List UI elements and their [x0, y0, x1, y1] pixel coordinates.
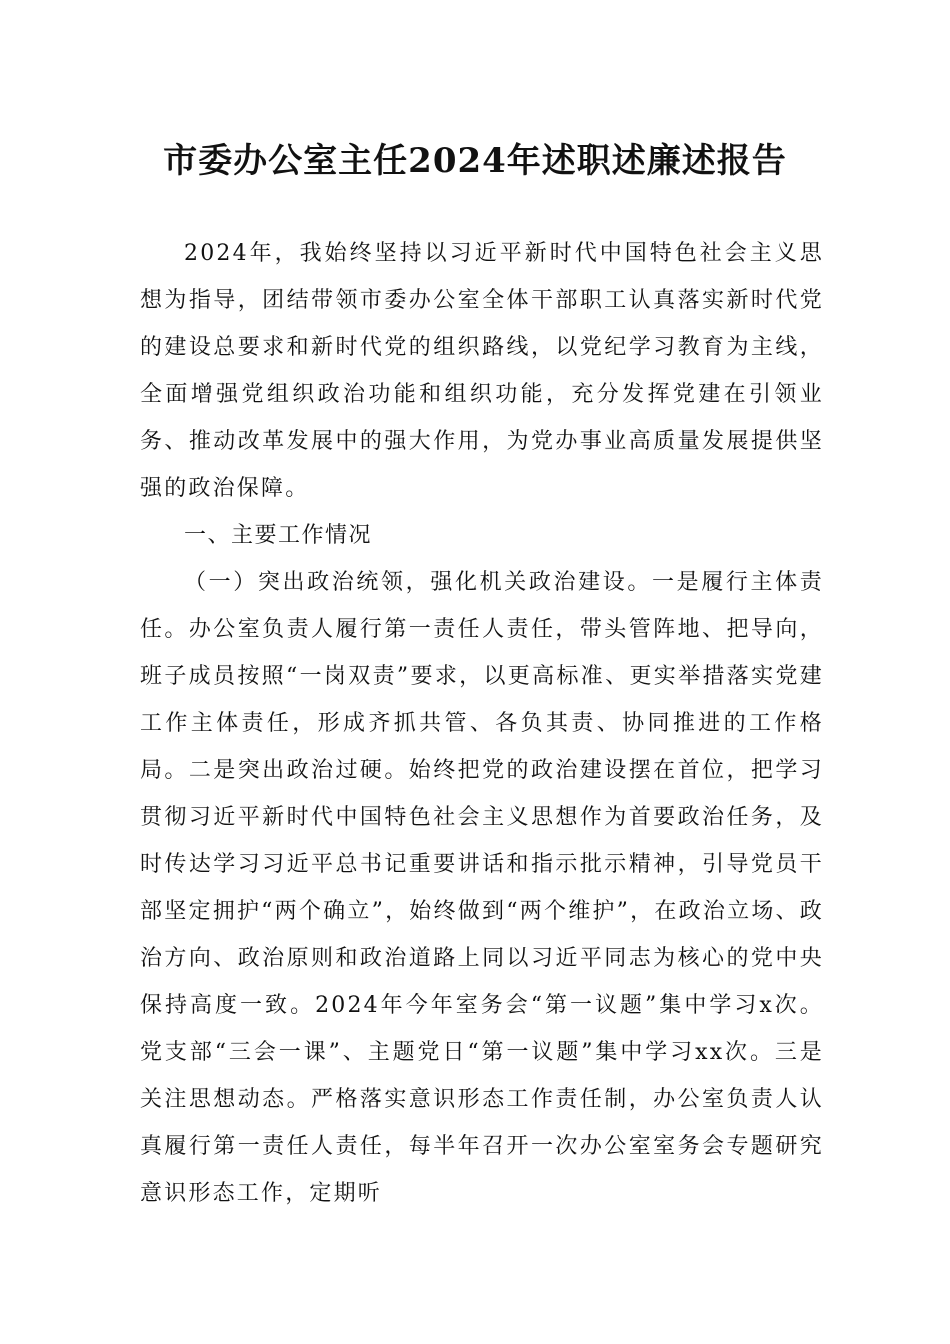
intro-paragraph: 2024年，我始终坚持以习近平新时代中国特色社会主义思想为指导，团结带领市委办公室全体干部职工认真落实新时代党的建设总要求和新时代党的组织路线，以党纪学习教育为主线，全面增强党组织政治功能和组织功能，充分发挥党建在引领业务、推动改革发展中的强大作用，为党办事业高质量发展提供坚强的政治保障。	[140, 241, 824, 501]
document-body	[140, 230, 824, 1217]
subsection-paragraph	[140, 559, 824, 1217]
subsection-lead: （一）突出政治统领，强化机关政治建设。	[184, 570, 652, 595]
subsection-body: 一是履行主体责任。办公室负责人履行第一责任人责任，带头管阵地、把导向，班子成员按照“一岗双责”要求，以更高标准、更实举措落实党建工作主体责任，形成齐抓共管、各负其责、协同推进的工作格局。二是突出政治过硬。始终把党的政治建设摆在首位，把学习贯彻习近平新时代中国特色社会主义思想作为首要政治任务，及时传达学习习近平总书记重要讲话和指示批示精神，引导党员干部坚定拥护“两个确立”，始终做到“两个维护”，在政治立场、政治方向、政治原则和政治道路上同以习近平同志为核心的党中央保持高度一致。2024年今年室务会“第一议题”集中学习x次。党支部“三会一课”、主题党日“第一议题”集中学习xx次。三是关注思想动态。严格落实意识形态工作责任制，办公室负责人认真履行第一责任人责任，每半年召开一次办公室室务会专题研究意识形态工作，定期听	[140, 570, 824, 1206]
document-title: 市委办公室主任2024年述职述廉述报告	[163, 141, 787, 181]
section-heading: 一、主要工作情况	[184, 523, 373, 548]
